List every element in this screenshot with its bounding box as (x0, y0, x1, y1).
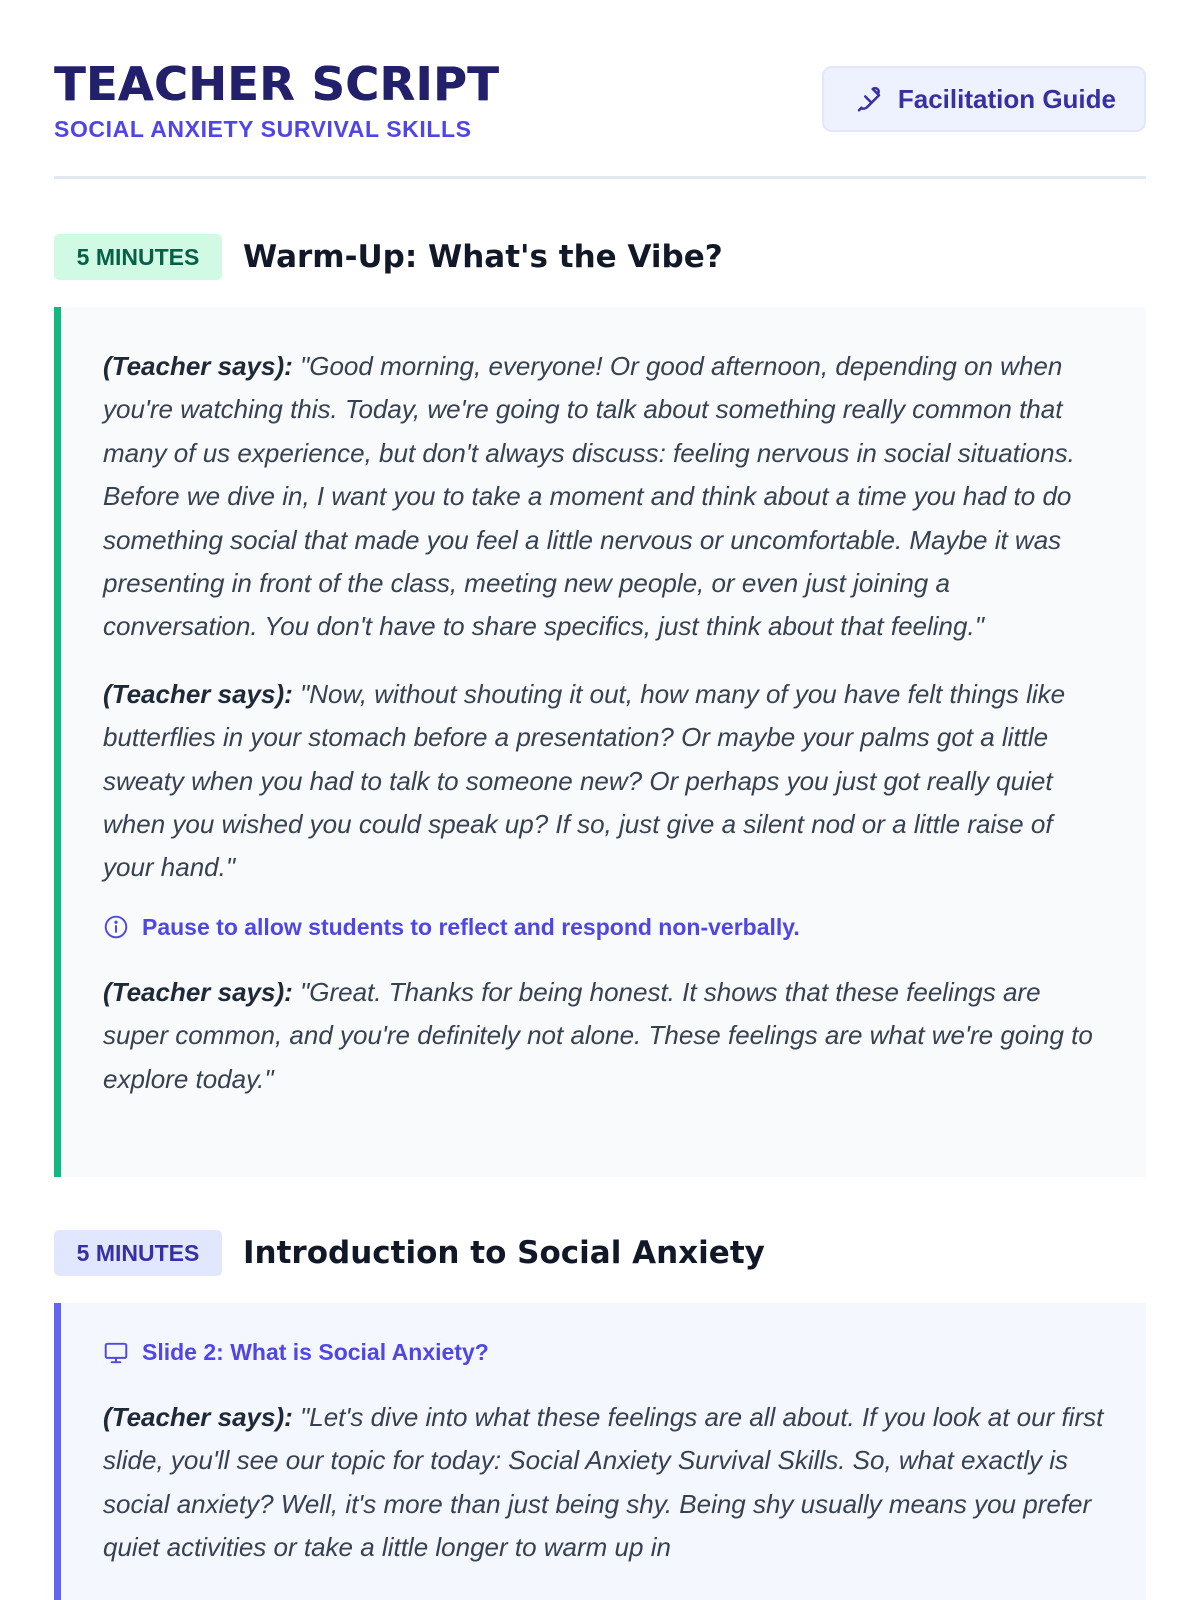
slide-reference (103, 1339, 1106, 1366)
speaker-label: (Teacher says): (103, 976, 293, 1007)
page-title: TEACHER SCRIPT (54, 57, 500, 111)
facilitation-guide-label: Facilitation Guide (897, 83, 1116, 114)
facilitator-note-text: Pause to allow students to reflect and respond non-verbally. (142, 913, 800, 940)
script-card (54, 307, 1146, 1177)
section-warm-up (54, 233, 1146, 1177)
script-paragraph (103, 345, 1106, 649)
section-header (54, 1229, 1146, 1277)
script-text: "Great. Thanks for being honest. It shows that these feelings are super common, and you're definitely not alone. These feelings are what we're going to explore today." (103, 976, 1093, 1094)
page-subtitle: SOCIAL ANXIETY SURVIVAL SKILLS (54, 116, 472, 142)
section-title: Introduction to Social Anxiety (243, 1235, 765, 1271)
section-header (54, 233, 1146, 281)
speaker-label: (Teacher says): (103, 678, 293, 709)
script-paragraph (103, 673, 1106, 890)
script-paragraph (103, 971, 1106, 1101)
info-icon (103, 914, 129, 940)
speaker-label: (Teacher says): (103, 351, 293, 381)
script-card (54, 1303, 1146, 1600)
script-text: "Let's dive into what these feelings are all about. If you look at our first slide, you'll see our topic for today: Social Anxiety Survival Skills. So, what exactly is social anxiety? Well, it's more than just being shy. Being shy usually means you prefer quiet activities or take a little longer to warm up in (103, 1402, 1104, 1563)
script-paragraph (103, 1396, 1106, 1570)
script-text: "Good morning, everyone! Or good afternoon, depending on when you're watching this. Today, we're going to talk about something really common that many of us experience, but don't always discuss: feeling nervous in social situations. Before we dive in, I want you to take a moment and think about a time you had to do something social that made you feel a little nervous or uncomfortable. Maybe it was presenting in front of the class, meeting new people, or even just joining a conversation. You don't have to share specifics, just think about that feeling." (103, 351, 1075, 642)
section-introduction (54, 1229, 1146, 1600)
slide-reference-text: Slide 2: What is Social Anxiety? (142, 1339, 489, 1365)
monitor-icon (103, 1340, 129, 1366)
script-text: "Now, without shouting it out, how many of you have felt things like butterflies in your stomach before a presentation? Or maybe your palms got a little sweaty when you had to talk to someone new? Or perhaps you just got really quiet when you wished you could speak up? If so, just give a silent nod or a little raise of your hand." (103, 678, 1066, 883)
duration-badge: 5 MINUTES (54, 234, 222, 280)
speaker-label: (Teacher says): (103, 1402, 293, 1432)
facilitator-note (103, 914, 1106, 941)
duration-badge: 5 MINUTES (54, 1230, 222, 1276)
pen-icon (854, 84, 884, 114)
section-title: Warm-Up: What's the Vibe? (243, 239, 723, 275)
title-block (54, 56, 499, 143)
page-header (54, 0, 1146, 179)
facilitation-guide-button[interactable] (822, 66, 1146, 132)
